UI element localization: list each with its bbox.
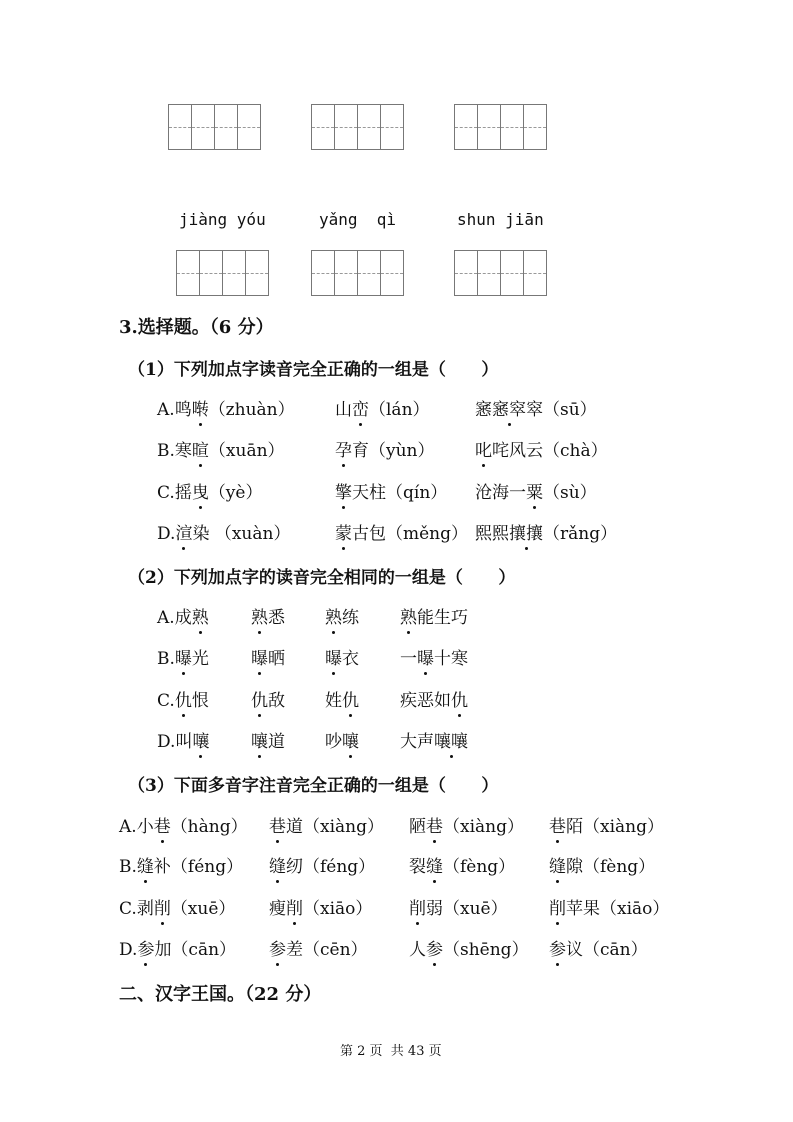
q1-stem: （1）下列加点字读音完全正确的一组是（ ） (128, 360, 499, 380)
q3-option-a-2: 巷道（xiàng） (269, 817, 384, 837)
q2-option-d-3: 吵嚷 (325, 732, 359, 752)
q1-option-a-1: A.鸣啭（zhuàn） (157, 400, 295, 420)
q2-option-b-2: 曝晒 (251, 649, 285, 669)
q3-option-b-1: B.缝补（féng） (119, 857, 244, 877)
q2-option-c-3: 姓仇 (325, 691, 359, 711)
q2-option-d-1: D.叫嚷 (157, 732, 210, 752)
q3-option-d-2: 参差（cēn） (269, 940, 368, 960)
q3-option-c-2: 瘦削（xiāo） (269, 899, 373, 919)
q1-option-a-2: 山峦（lán） (335, 400, 430, 420)
q3-option-d-3: 人参（shēng） (409, 940, 529, 960)
writing-grid-6[interactable] (454, 250, 547, 296)
q2-option-b-1: B.曝光 (157, 649, 209, 669)
q3-option-b-4: 缝隙（fèng） (549, 857, 656, 877)
q3-option-b-2: 缝纫（féng） (269, 857, 376, 877)
q2-option-c-4: 疾恶如仇 (400, 691, 468, 711)
q3-option-c-1: C.剥削（xuē） (119, 899, 236, 919)
q3-option-a-1: A.小巷（hàng） (119, 817, 248, 837)
writing-grid-4[interactable] (176, 250, 269, 296)
q2-option-b-4: 一曝十寒 (400, 649, 468, 669)
pinyin-label-1: jiàng yóu (179, 210, 266, 229)
pinyin-label-2: yǎng qì (319, 210, 397, 229)
q1-option-b-2: 孕育（yùn） (335, 441, 435, 461)
q2-option-b-3: 曝衣 (325, 649, 359, 669)
q2-option-d-4: 大声嚷嚷 (400, 732, 468, 752)
writing-grid-2[interactable] (311, 104, 404, 150)
q2-option-a-2: 熟悉 (251, 608, 285, 628)
q2-option-d-2: 嚷道 (251, 732, 285, 752)
q2-option-a-4: 熟能生巧 (400, 608, 468, 628)
q2-option-c-1: C.仇恨 (157, 691, 209, 711)
q2-option-a-1: A.成熟 (157, 608, 209, 628)
page-footer: 第 2 页 共 43 页 (340, 1044, 442, 1059)
q1-option-d-1: D.渲染 （xuàn） (157, 524, 291, 544)
writing-grid-5[interactable] (311, 250, 404, 296)
q1-option-d-2: 蒙古包（měng） (335, 524, 469, 544)
q1-option-d-3: 熙熙攘攘（rǎng） (475, 524, 618, 544)
q1-option-c-1: C.摇曳（yè） (157, 483, 263, 503)
section-3-title: 3.选择题。（6 分） (119, 317, 274, 338)
pinyin-label-3: shun jiān (457, 210, 544, 229)
q1-option-a-3: 窸窸窣窣（sū） (475, 400, 597, 420)
q1-option-c-2: 擎天柱（qín） (335, 483, 448, 503)
writing-grid-1[interactable] (168, 104, 261, 150)
q3-option-c-3: 削弱（xuē） (409, 899, 508, 919)
q3-option-a-3: 陋巷（xiàng） (409, 817, 524, 837)
section-2-title: 二、汉字王国。（22 分） (119, 984, 322, 1005)
q2-option-a-3: 熟练 (325, 608, 359, 628)
q3-stem: （3）下面多音字注音完全正确的一组是（ ） (128, 776, 499, 796)
q3-option-b-3: 裂缝（fèng） (409, 857, 516, 877)
q3-option-d-4: 参议（cān） (549, 940, 648, 960)
q3-option-c-4: 削苹果（xiāo） (549, 899, 670, 919)
writing-grid-3[interactable] (454, 104, 547, 150)
q2-option-c-2: 仇敌 (251, 691, 285, 711)
q1-option-c-3: 沧海一粟（sù） (475, 483, 597, 503)
q3-option-d-1: D.参加（cān） (119, 940, 237, 960)
q1-option-b-1: B.寒暄（xuān） (157, 441, 285, 461)
q1-option-b-3: 叱咤风云（chà） (475, 441, 608, 461)
q2-stem: （2）下列加点字的读音完全相同的一组是（ ） (128, 568, 516, 588)
q3-option-a-4: 巷陌（xiàng） (549, 817, 664, 837)
